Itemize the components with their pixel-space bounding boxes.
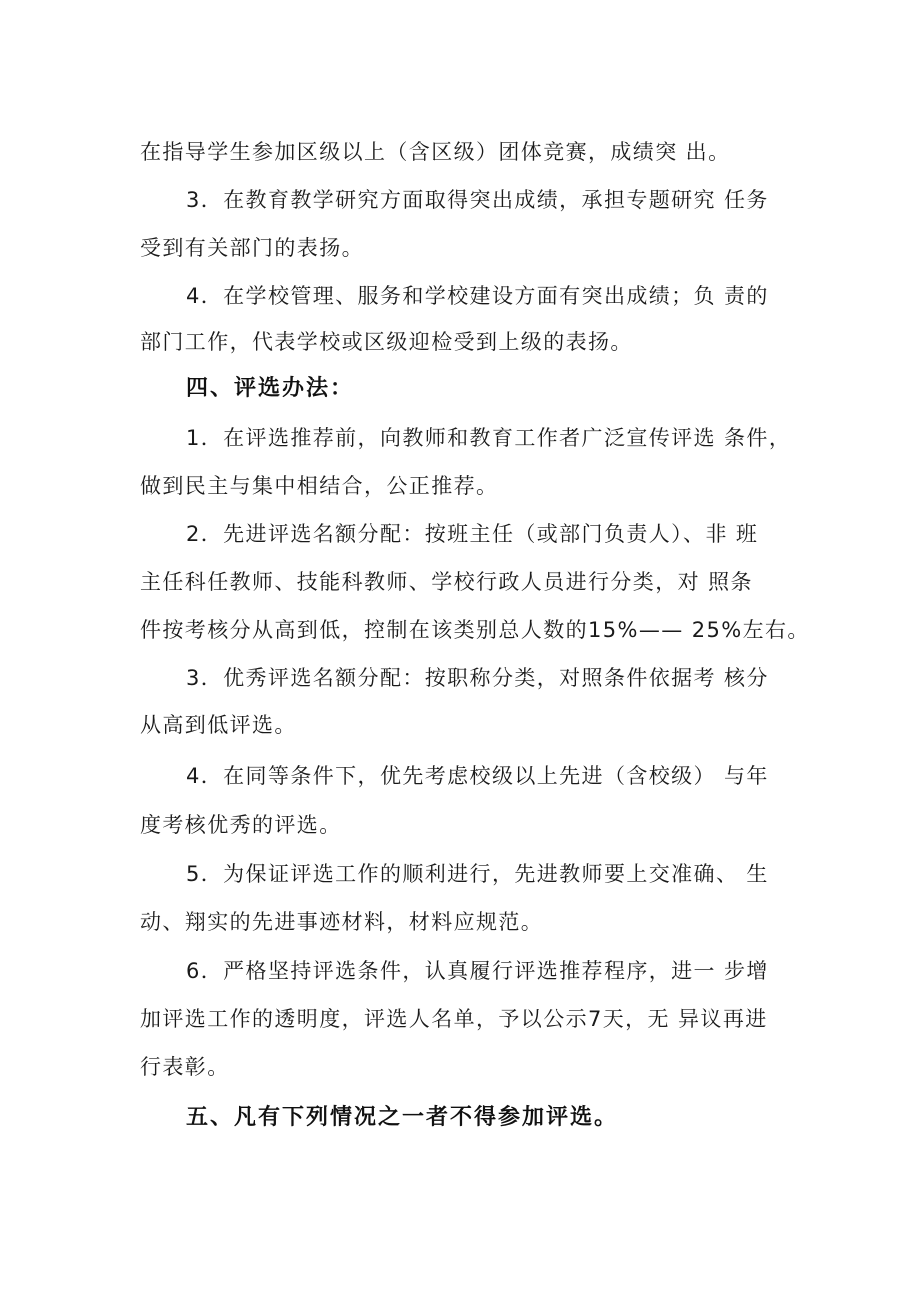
body-line: 受到有关部门的表扬。 xyxy=(140,236,364,260)
body-line: 从高到低评选。 xyxy=(140,713,297,737)
section-heading-4: 四、评选办法： xyxy=(186,376,355,401)
body-line: 部门工作，代表学校或区级迎检受到上级的表扬。 xyxy=(140,330,633,354)
section-heading-5: 五、凡有下列情况之一者不得参加评选。 xyxy=(186,1105,619,1130)
list-item-3: 3．优秀评选名额分配：按职称分类，对照条件依据考 核分 xyxy=(186,666,769,690)
body-line: 做到民主与集中相结合，公正推荐。 xyxy=(140,474,499,498)
list-item-3: 3．在教育教学研究方面取得突出成绩，承担专题研究 任务 xyxy=(186,188,769,212)
body-line: 主任科任教师、技能科教师、学校行政人员进行分类，对 照条 xyxy=(140,570,753,594)
body-line: 行表彰。 xyxy=(140,1055,230,1079)
body-line: 动、翔实的先进事迹材料，材料应规范。 xyxy=(140,910,544,934)
body-line: 度考核优秀的评选。 xyxy=(140,813,342,837)
body-line: 件按考核分从高到低，控制在该类别总人数的15%—— 25%左右。 xyxy=(140,618,810,642)
body-line: 在指导学生参加区级以上（含区级）团体竞赛，成绩突 出。 xyxy=(140,140,731,164)
list-item-4: 4．在同等条件下，优先考虑校级以上先进（含校级） 与年 xyxy=(186,764,769,788)
list-item-4: 4．在学校管理、服务和学校建设方面有突出成绩；负 责的 xyxy=(186,284,769,308)
list-item-2: 2．先进评选名额分配：按班主任（或部门负责人）、非 班 xyxy=(186,522,759,546)
body-line: 加评选工作的透明度，评选人名单，予以公示7天，无 异议再进 xyxy=(140,1007,768,1031)
list-item-1: 1．在评选推荐前，向教师和教育工作者广泛宣传评选 条件， xyxy=(186,426,792,450)
list-item-5: 5．为保证评选工作的顺利进行，先进教师要上交准确、 生 xyxy=(186,862,769,886)
list-item-6: 6．严格坚持评选条件，认真履行评选推荐程序，进一 步增 xyxy=(186,959,769,983)
